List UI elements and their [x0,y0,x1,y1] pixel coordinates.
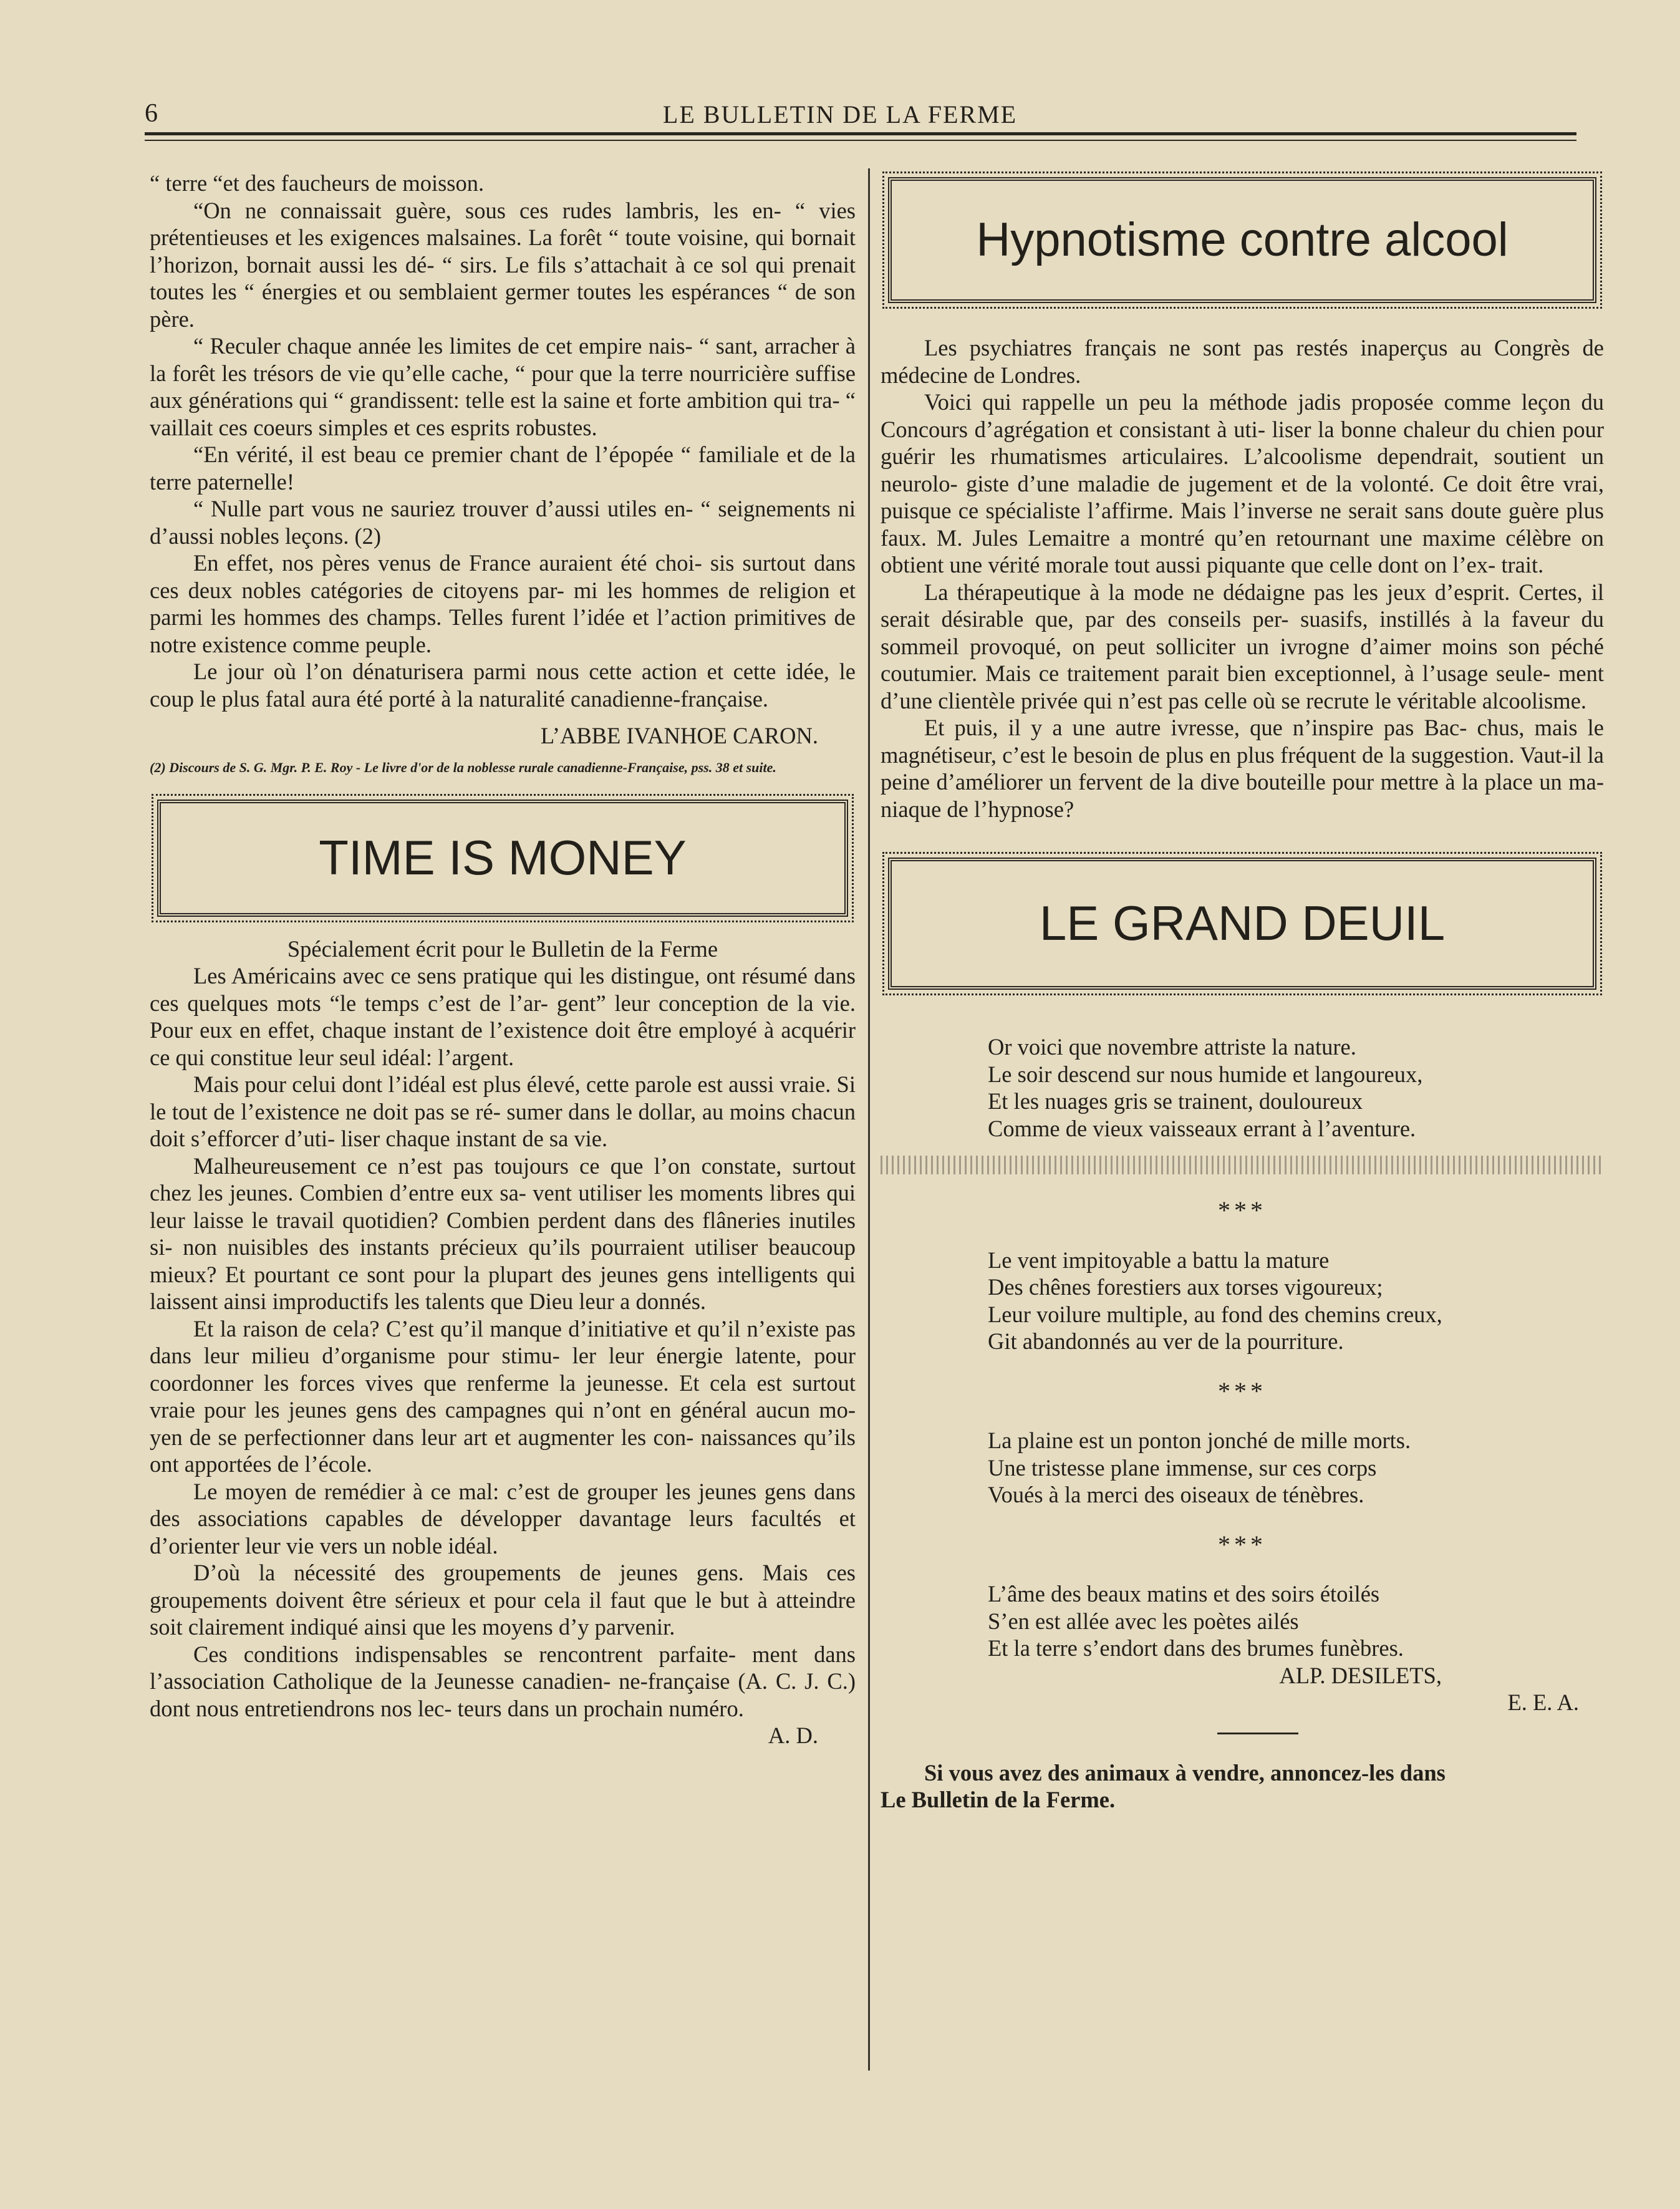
article2-paragraph: Mais pour celui dont l’idéal est plus élevé, cette parole est aussi vraie. Si le tout de l’existence ne doit pas se ré- sumer dans le dollar, au moins chacun doit s’efforcer d’uti- liser chaque instant de sa vie. [150,1071,856,1151]
poem [881,1427,1604,1509]
article2-title: TIME IS MONEY [319,829,687,885]
article1-paragraph: Le jour où l’on dénaturisera parmi nous cette action et cette idée, le coup le plus fatal aura été porté à la naturalité canadienne-française. [150,659,856,712]
ornamental-divider [881,1156,1604,1174]
running-title: LE BULLETIN DE LA FERME [662,100,1018,128]
article3-paragraph: La thérapeutique à la mode ne dédaigne pas les jeux d’esprit. Certes, il serait désirable que, par des conseils per- suasifs, instillés à la faveur du sommeil provoqué, on peut solliciter un ivrogne d’aimer moins son péché coutumier. Mais ce traitement parait bien exceptionnel, à l’usage seule- ment d’une clientèle privée qui n’est pas celle où se recrute le véritable alcoolisme. [881,579,1604,713]
poem-line: S’en est allée avec les poètes ailés [988,1608,1299,1634]
poem-line: Leur voilure multiple, au fond des chemins creux, [988,1301,1442,1327]
poem-line: Git abandonnés au ver de la pourriture. [988,1328,1344,1354]
poem-line: Or voici que novembre attriste la nature. [988,1034,1356,1060]
poem-line: Une tristesse plane immense, sur ces corps [988,1454,1377,1481]
poem-line: L’âme des beaux matins et des soirs étoilés [988,1581,1380,1607]
time-is-money-title-box [157,800,848,917]
header-rule-thin [145,140,1576,141]
article1-paragraph: “ terre “et des faucheurs de moisson. [150,170,485,196]
stanza-separator: *** [1218,1376,1267,1405]
article2-paragraph: Les Américains avec ce sens pratique qui les distingue, ont résumé dans ces quelques mots “le temps c’est de l’ar- gent” leur conception de la vie. Pour eux en effet, chaque instant de l’existence doit être employé à acquérir ce qui constitue leur seul idéal: l’argent. [150,963,856,1070]
poem-line: Le soir descend sur nous humide et langoureux, [988,1061,1423,1087]
article1-paragraph: “ Nulle part vous ne sauriez trouver d’aussi utiles en- “ seignements ni d’aussi nobles leçons. (2) [150,496,856,549]
article2-paragraph: Et la raison de cela? C’est qu’il manque d’initiative et qu’il n’existe pas dans leur milieu d’organisme pour stimu- ler leur énergie latente, pour coordonner les forces vives que renferme la jeunesse. Et cela est surtout vraie pour les jeunes gens des campagnes qui n’ont en général aucun mo- yen de se perfectionner dans leur art et augmenter les con- naissances qu’ils ont apportées de l’école. [150,1315,856,1477]
poem-line: Des chênes forestiers aux torses vigoureux; [988,1274,1383,1300]
left-column [150,170,856,1749]
article3-title: Hypnotisme contre alcool [976,213,1509,267]
poem-line: Voués à la merci des oiseaux de ténèbres. [988,1482,1364,1507]
poem-signature: ALP. DESILETS, [1279,1662,1442,1688]
article1-signature: L’ABBE IVANHOE CARON. [540,723,818,748]
article2-subtitle: Spécialement écrit pour le Bulletin de la Ferme [287,935,718,962]
hypnotisme-title-box [888,177,1596,303]
article1-paragraph: “ Reculer chaque année les limites de cet empire nais- “ sant, arracher à la forêt les trésors de vie qu’elle cache, “ pour que la terre nourricière suffise aux générations qui “ grandissent: telle est la saine et forte ambition qui tra- “ vaillait ces coeurs simples et ces esprits robustes. [150,333,856,440]
poem-line: Et la terre s’endort dans des brumes funèbres. [988,1635,1404,1661]
article2-paragraph: Ces conditions indispensables se rencontrent parfaite- ment dans l’association Catholique de la Jeunesse canadien- ne-française (A. C. J. C.) dont nous entretiendrons nos lec- teurs dans un prochain numéro. [150,1641,856,1721]
article1-paragraph: “On ne connaissait guère, sous ces rudes lambris, les en- “ vies prétentieuses et les exigences malsaines. La forêt “ toute voisine, qui bornait l’horizon, bornait aussi les dé- “ sirs. Le fils s’attachait à ce sol qui prenait toutes les “ énergies et ou semblaient germer toutes les espérances “ de son père. [150,197,856,332]
poem-line: La plaine est un ponton jonché de mille morts. [988,1428,1411,1453]
article1-paragraph: En effet, nos pères venus de France auraient été choi- sis surtout dans ces deux nobles catégories de citoyens par- mi les hommes de religion et parmi les hommes des champs. Telles furent l’idée et l’action primitives de notre existence comme peuple. [150,550,856,657]
article3-paragraph: Voici qui rappelle un peu la méthode jadis proposée comme leçon du Concours d’agrégation et consistant à uti- liser la bonne chaleur du chien pour guérir les rhumatismes articulaires. L’alcoolisme dependrait, soutient un neurolo- giste d’une maladie de jugement et de la volonté. Ce doit être vrai, puisque ce spécialiste l’affirme. Mais l’inverse ne serait sans doute guère plus faux. M. Jules Lemaitre a montré qu’en retournant une maxime célèbre on obtient une vérité morale tout aussi piquante que celle dont on l’ex- trait. [881,389,1604,578]
grand-deuil-title-box [888,858,1596,990]
article2-paragraph: D’où la nécessité des groupements de jeunes gens. Mais ces groupements doivent être sérieux et pour cela il faut que le but à atteindre soit clairement indiqué ainsi que les moyens d’y parvenir. [150,1560,856,1640]
column-divider [868,168,870,2071]
poem [881,1247,1604,1355]
article2-signature: A. D. [768,1723,818,1748]
stanza-separator: *** [1218,1530,1267,1559]
right-column [881,177,1604,1814]
article3-paragraph: Et puis, il y a une autre ivresse, que n’inspire pas Bac- chus, mais le magnétiseur, c’est le besoin de plus en plus fréquent de la suggestion. Vaut-il la peine d’améliorer un fervent de la dive bouteille pour mettre à la place un ma- niaque de l’hypnose? [881,715,1604,822]
poem-line: Et les nuages gris se trainent, douloureux [988,1088,1363,1114]
article1-paragraph: “En vérité, il est beau ce premier chant de l’épopée “ familiale et de la terre paternelle! [150,442,856,495]
article4-title: LE GRAND DEUIL [1039,896,1446,951]
poem-signature-affiliation: E. E. A. [1507,1689,1579,1715]
page-number: 6 [145,99,158,128]
poem [881,1580,1604,1662]
article3-paragraph: Les psychiatres français ne sont pas restés inaperçus au Congrès de médecine de Londres. [881,335,1604,388]
poem [881,1033,1604,1142]
advertisement-notice: Si vous avez des animaux à vendre, annoncez-les dans [924,1759,1446,1786]
stanza-separator: *** [1218,1196,1267,1224]
poem-line: Comme de vieux vaisseaux errant à l’aventure. [988,1115,1416,1141]
header-rule [145,132,1576,135]
footnote: (2) Discours de S. G. Mgr. P. E. Roy - Le livre d'or de la noblesse rurale canadienne-Française, pss. 38 et suite. [150,759,776,775]
short-rule [1217,1733,1298,1734]
advertisement-notice-line2: Le Bulletin de la Ferme. [881,1787,1116,1812]
article2-paragraph: Le moyen de remédier à ce mal: c’est de grouper les jeunes gens dans des associations capables de développer davantage leurs facultés et d’orienter leur vie vers un noble idéal. [150,1478,856,1559]
article2-paragraph: Malheureusement ce n’est pas toujours ce que l’on constate, surtout chez les jeunes. Combien d’entre eux sa- vent utiliser les moments libres qui leur laisse le travail quotidien? Combien perdent dans des flâneries inutiles si- non nuisibles des instants précieux qu’ils pourraient utiliser beaucoup mieux? Et pourtant ce sont pour la plupart des jeunes gens intelligents qui laissent ainsi improductifs les talents que Dieu leur a donnés. [150,1153,856,1314]
poem-line: Le vent impitoyable a battu la mature [988,1247,1330,1273]
